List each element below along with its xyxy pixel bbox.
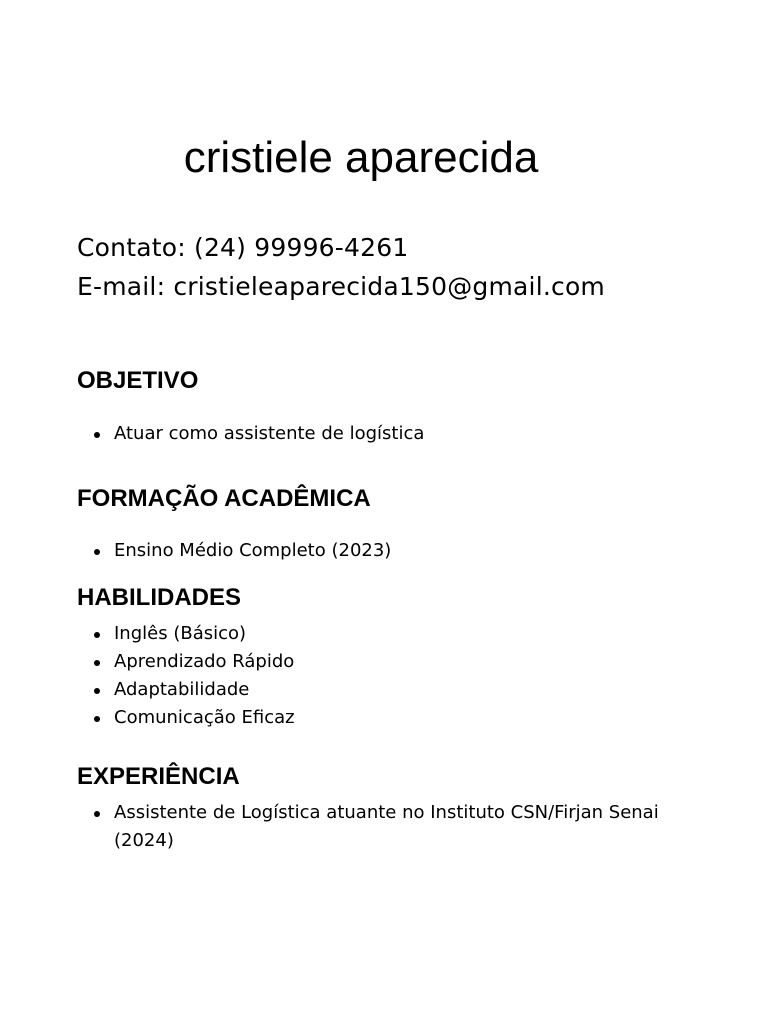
bullet-icon (94, 432, 100, 438)
bullet-icon (94, 632, 100, 638)
section-title-experiencia: EXPERIÊNCIA (77, 763, 240, 790)
list-item-text: Inglês (Básico) (114, 623, 247, 644)
objetivo-list (77, 420, 674, 448)
list-item-text: Comunicação Eficaz (114, 707, 295, 728)
formacao-list (77, 537, 674, 565)
contact-phone: Contato: (24) 99996-4261 (77, 233, 409, 262)
bullet-icon (94, 549, 100, 555)
section-title-formacao: FORMAÇÃO ACADÊMICA (77, 485, 371, 512)
experiencia-list (77, 799, 674, 855)
resume-name: cristiele aparecida (183, 133, 539, 182)
list-item-text: Atuar como assistente de logística (114, 423, 425, 444)
bullet-icon (94, 688, 100, 694)
list-item (77, 537, 674, 565)
list-item (77, 420, 674, 448)
habilidades-list (77, 620, 674, 732)
section-title-objetivo: OBJETIVO (77, 367, 199, 394)
list-item-text: Adaptabilidade (114, 679, 250, 700)
list-item-text: Assistente de Logística atuante no Instituto CSN/Firjan Senai (2024) (114, 802, 659, 851)
bullet-icon (94, 660, 100, 666)
list-item (77, 648, 674, 676)
list-item-text: Ensino Médio Completo (2023) (114, 540, 392, 561)
contact-email: E-mail: cristieleaparecida150@gmail.com (77, 272, 605, 301)
bullet-icon (94, 716, 100, 722)
list-item (77, 620, 674, 648)
bullet-icon (94, 811, 100, 817)
section-title-habilidades: HABILIDADES (77, 584, 242, 611)
list-item (77, 704, 674, 732)
list-item (77, 676, 674, 704)
contact-block (77, 228, 605, 306)
list-item-text: Aprendizado Rápido (114, 651, 295, 672)
list-item (77, 799, 674, 855)
